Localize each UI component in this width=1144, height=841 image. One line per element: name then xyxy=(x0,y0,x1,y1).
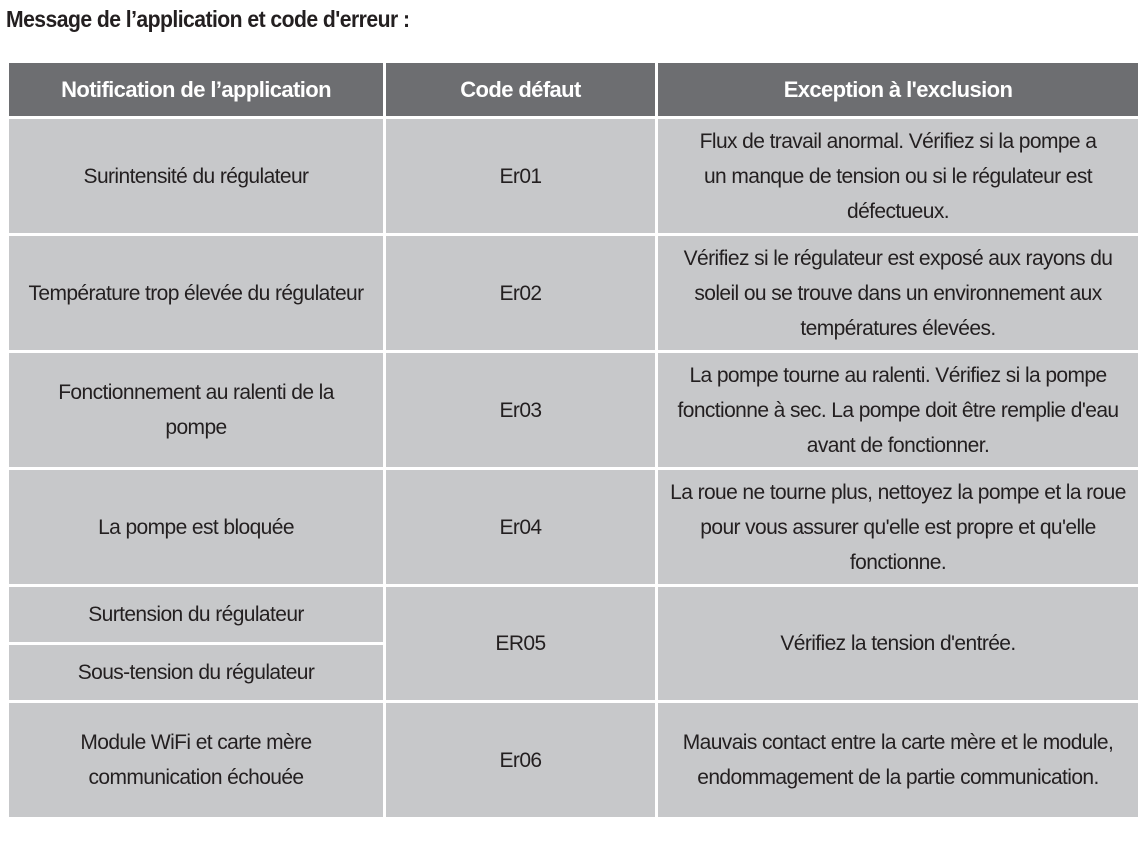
code-cell: Er04 xyxy=(385,469,657,586)
table-row xyxy=(8,352,1140,469)
table-row xyxy=(8,469,1140,586)
code-cell: Er02 xyxy=(385,235,657,352)
table-row xyxy=(8,702,1140,819)
page-title: Message de l’application et code d'erreur : xyxy=(6,6,410,32)
header-code: Code défaut xyxy=(385,62,657,118)
notification-cell: Sous-tension du régulateur xyxy=(8,644,385,702)
table-row xyxy=(8,235,1140,352)
code-cell: Er01 xyxy=(385,118,657,235)
table-header-row xyxy=(8,62,1140,118)
code-cell: Er03 xyxy=(385,352,657,469)
code-cell: ER05 xyxy=(385,586,657,702)
exception-cell: La pompe tourne au ralenti. Vérifiez si la pompe fonctionne à sec. La pompe doit être remplie d'eau avant de fonctionner. xyxy=(657,352,1140,469)
notification-cell: Surintensité du régulateur xyxy=(8,118,385,235)
notification-cell: Module WiFi et carte mère communication échouée xyxy=(8,702,385,819)
header-exception: Exception à l'exclusion xyxy=(657,62,1140,118)
exception-cell: Mauvais contact entre la carte mère et le module, endommagement de la partie communication. xyxy=(657,702,1140,819)
notification-cell: La pompe est bloquée xyxy=(8,469,385,586)
table-row xyxy=(8,118,1140,235)
exception-cell: Flux de travail anormal. Vérifiez si la pompe a un manque de tension ou si le régulateur est défectueux. xyxy=(657,118,1140,235)
error-code-table xyxy=(6,60,1141,820)
notification-cell: Surtension du régulateur xyxy=(8,586,385,644)
code-cell: Er06 xyxy=(385,702,657,819)
exception-cell: La roue ne tourne plus, nettoyez la pompe et la roue pour vous assurer qu'elle est propre et qu'elle fonctionne. xyxy=(657,469,1140,586)
table-row xyxy=(8,586,1140,644)
exception-cell: Vérifiez si le régulateur est exposé aux rayons du soleil ou se trouve dans un environnement aux températures élevées. xyxy=(657,235,1140,352)
header-notification: Notification de l’application xyxy=(8,62,385,118)
notification-cell: Fonctionnement au ralenti de la pompe xyxy=(8,352,385,469)
exception-cell: Vérifiez la tension d'entrée. xyxy=(657,586,1140,702)
notification-cell: Température trop élevée du régulateur xyxy=(8,235,385,352)
